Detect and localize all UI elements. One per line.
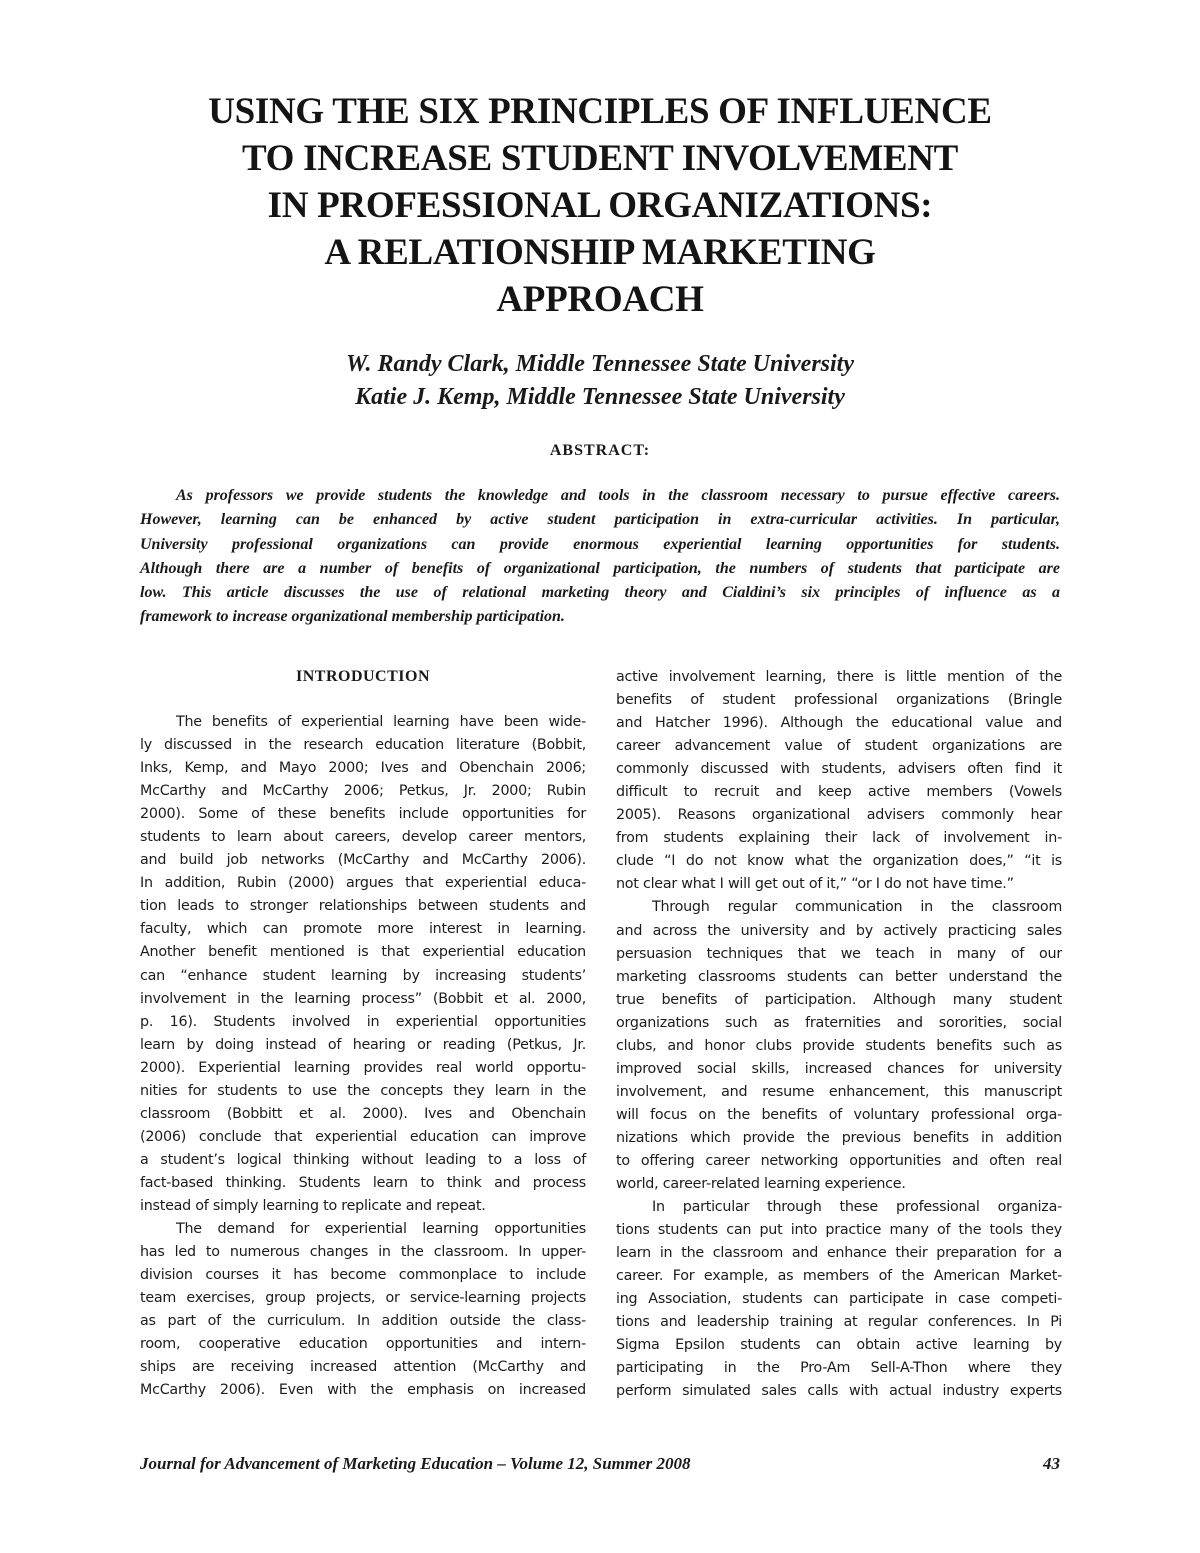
- body-line: as part of the curriculum. In addition outside the class-: [140, 1313, 586, 1330]
- body-line: 2005). Reasons organizational advisers commonly hear: [616, 807, 1062, 824]
- body-line: nities for students to use the concepts they learn in the: [140, 1082, 586, 1099]
- abstract-text: [140, 484, 1060, 630]
- body-line: true benefits of participation. Although many student: [616, 991, 1062, 1008]
- body-line: McCarthy 2006). Even with the emphasis on increased: [140, 1382, 586, 1399]
- body-line: perform simulated sales calls with actual industry experts: [616, 1383, 1062, 1400]
- body-line: The demand for experiential learning opportunities: [176, 1221, 586, 1238]
- body-line: learn in the classroom and enhance their preparation for a: [616, 1245, 1062, 1262]
- left-column: [140, 665, 586, 1402]
- body-line: Another benefit mentioned is that experiential education: [140, 944, 586, 961]
- abstract-line: As professors we provide students the knowledge and tools in the classroom necessary to pursue effective careers.: [176, 487, 1060, 504]
- body-line: Through regular communication in the classroom: [652, 899, 1062, 916]
- body-line: The benefits of experiential learning have been wide-: [176, 714, 586, 730]
- body-line: faculty, which can promote more interest in learning.: [140, 921, 586, 938]
- body-line: involvement, and resume enhancement, this manuscript: [616, 1083, 1062, 1100]
- journal-citation: Journal for Advancement of Marketing Education – Volume 12, Summer 2008: [140, 1454, 691, 1473]
- body-line: not clear what I will get out of it,” “or I do not have time.”: [616, 876, 1014, 893]
- body-line: improved social skills, increased chances for university: [616, 1060, 1062, 1077]
- paragraph-spacer: [140, 688, 586, 711]
- body-line: (2006) conclude that experiential education can improve: [140, 1128, 586, 1145]
- title-line: IN PROFESSIONAL ORGANIZATIONS:: [267, 185, 933, 226]
- body-line: Sigma Epsilon students can obtain active learning by: [616, 1337, 1062, 1354]
- body-line: nizations which provide the previous benefits in addition: [616, 1129, 1062, 1146]
- body-line: p. 16). Students involved in experiential opportunities: [140, 1013, 586, 1030]
- body-line: involvement in the learning process” (Bobbit et al. 2000,: [140, 990, 586, 1007]
- introduction-heading: INTRODUCTION: [295, 668, 430, 685]
- body-line: benefits of student professional organizations (Bringle: [616, 692, 1062, 709]
- page-number: 43: [1043, 1454, 1060, 1473]
- body-line: tions and leadership training at regular conferences. In Pi: [616, 1314, 1062, 1331]
- body-line: division courses it has become commonplace to include: [140, 1267, 586, 1284]
- body-line: active involvement learning, there is little mention of the: [616, 669, 1062, 685]
- body-line: can “enhance student learning by increasing students’: [140, 967, 586, 984]
- right-column: [616, 666, 1062, 1404]
- body-line: In particular through these professional organiza-: [652, 1199, 1062, 1216]
- body-line: fact-based thinking. Students learn to think and process: [140, 1174, 586, 1191]
- author-line: Katie J. Kemp, Middle Tennessee State University: [355, 384, 845, 410]
- body-line: 2000). Experiential learning provides real world opportu-: [140, 1059, 586, 1076]
- body-line: ships are receiving increased attention (McCarthy and: [140, 1359, 586, 1376]
- body-line: from students explaining their lack of involvement in-: [616, 830, 1062, 847]
- body-line: world, career-related learning experience.: [616, 1176, 906, 1193]
- abstract-line: low. This article discusses the use of relational marketing theory and Cialdini’s six principles of influence as a: [140, 584, 1060, 602]
- body-line: ly discussed in the research education literature (Bobbit,: [140, 737, 586, 754]
- body-line: 2000). Some of these benefits include opportunities for: [140, 806, 586, 823]
- body-line: and Hatcher 1996). Although the educational value and: [616, 715, 1062, 732]
- body-line: McCarthy and McCarthy 2006; Petkus, Jr. 2000; Rubin: [140, 783, 586, 800]
- abstract-line: University professional organizations can provide enormous experiential learning opportunities for students.: [140, 535, 1060, 553]
- body-line: organizations such as fraternities and sororities, social: [616, 1014, 1062, 1031]
- body-line: commonly discussed with students, advisers often find it: [616, 761, 1062, 778]
- body-line: classroom (Bobbitt et al. 2000). Ives and Obenchain: [140, 1105, 586, 1122]
- body-line: team exercises, group projects, or service-learning projects: [140, 1290, 586, 1307]
- title-line: A RELATIONSHIP MARKETING: [324, 232, 876, 273]
- body-line: tions students can put into practice many of the tools they: [616, 1222, 1062, 1239]
- body-line: participating in the Pro-Am Sell-A-Thon where they: [616, 1360, 1062, 1377]
- body-line: difficult to recruit and keep active members (Vowels: [616, 784, 1062, 801]
- body-line: will focus on the benefits of voluntary professional orga-: [616, 1106, 1062, 1123]
- body-line: has led to numerous changes in the classroom. In upper-: [140, 1244, 586, 1261]
- body-line: career. For example, as members of the American Market-: [616, 1268, 1062, 1285]
- body-line: persuasion techniques that we teach in many of our: [616, 945, 1062, 962]
- body-line: students to learn about careers, develop career mentors,: [140, 829, 586, 846]
- body-line: clude “I do not know what the organization does,” “it is: [616, 853, 1062, 870]
- abstract-line: Although there are a number of benefits of organizational participation, the numbers of students that participate are: [140, 559, 1060, 577]
- author-list: [100, 348, 1100, 414]
- body-line: Inks, Kemp, and Mayo 2000; Ives and Obenchain 2006;: [140, 760, 586, 777]
- body-line: learn by doing instead of hearing or reading (Petkus, Jr.: [140, 1036, 586, 1053]
- body-line: tion leads to stronger relationships between students and: [140, 898, 586, 915]
- author-line: W. Randy Clark, Middle Tennessee State University: [345, 351, 854, 377]
- body-line: marketing classrooms students can better understand the: [616, 968, 1062, 985]
- page-footer: [140, 1454, 1060, 1478]
- body-line: clubs, and honor clubs provide students benefits such as: [616, 1037, 1062, 1054]
- article-title: [100, 88, 1100, 323]
- title-line: USING THE SIX PRINCIPLES OF INFLUENCE: [208, 91, 992, 132]
- body-line: ing Association, students can participate in case competi-: [616, 1291, 1062, 1308]
- body-line: instead of simply learning to replicate and repeat.: [140, 1197, 486, 1214]
- body-line: a student’s logical thinking without leading to a loss of: [140, 1151, 586, 1168]
- body-line: room, cooperative education opportunities and intern-: [140, 1336, 586, 1353]
- body-line: to offering career networking opportunities and often real: [616, 1152, 1062, 1169]
- abstract-line: However, learning can be enhanced by active student participation in extra-curricular activities. In particular,: [140, 511, 1060, 529]
- title-line: TO INCREASE STUDENT INVOLVEMENT: [241, 138, 959, 179]
- body-line: and build job networks (McCarthy and McCarthy 2006).: [140, 852, 586, 869]
- body-line: In addition, Rubin (2000) argues that experiential educa-: [140, 875, 586, 892]
- title-line: APPROACH: [496, 279, 704, 320]
- body-line: career advancement value of student organizations are: [616, 738, 1062, 755]
- abstract-line: framework to increase organizational membership participation.: [140, 608, 565, 626]
- body-line: and across the university and by actively practicing sales: [616, 922, 1062, 939]
- abstract-heading: ABSTRACT:: [549, 442, 651, 459]
